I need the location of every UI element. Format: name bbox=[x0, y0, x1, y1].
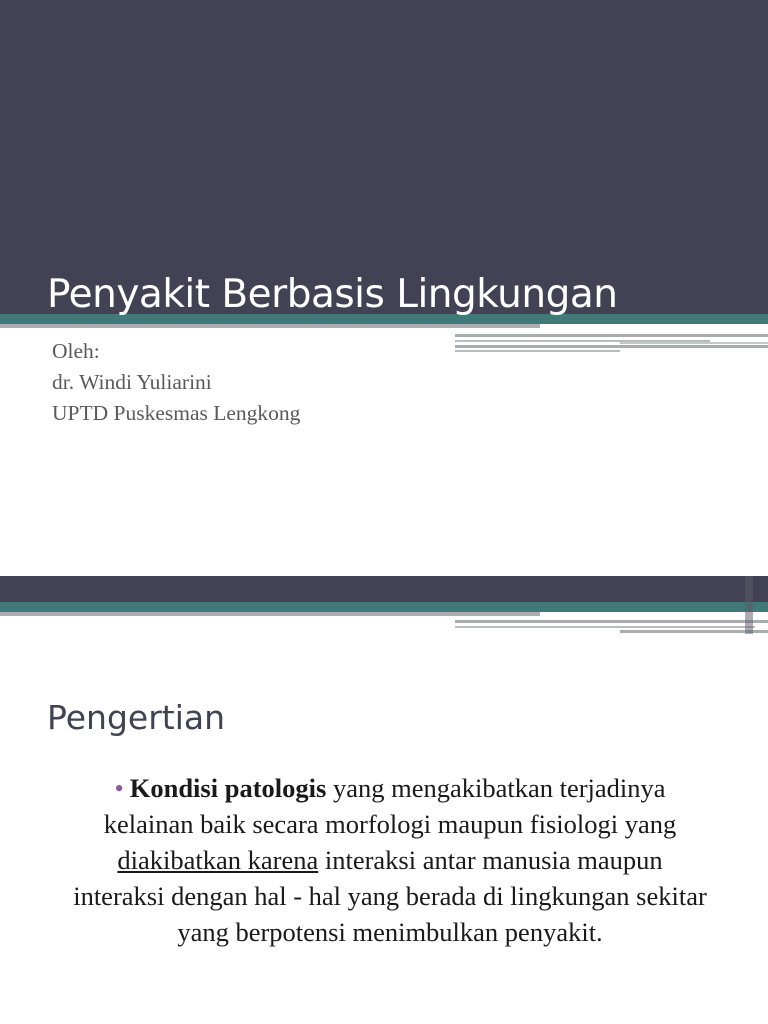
bullet-text: yang mengakibatkan terjadinya kelainan baik secara morfologi maupun fisiologi yang bbox=[103, 773, 677, 839]
grey-stripe bbox=[455, 620, 768, 623]
bullet-icon: • bbox=[114, 773, 124, 803]
bullet-text: interaksi antar manusia maupun interaksi dengan hal - hal yang berada di lingkungan sekitar yang berpotensi menimbulkan penyakit. bbox=[73, 845, 707, 947]
subtitle-line: dr. Windi Yuliarini bbox=[52, 370, 212, 394]
definition-bullet bbox=[70, 770, 710, 950]
bold-lead: Kondisi patologis bbox=[129, 773, 327, 803]
grey-stripe bbox=[0, 612, 540, 616]
grey-stripe bbox=[455, 350, 620, 352]
title-band bbox=[0, 0, 768, 314]
subtitle-line: Oleh: bbox=[52, 339, 100, 363]
slide-title: Penyakit Berbasis Lingkungan bbox=[47, 272, 618, 317]
presenter-info bbox=[52, 336, 300, 429]
underlined-text: diakibatkan karena bbox=[117, 845, 319, 875]
section-heading: Pengertian bbox=[47, 698, 226, 737]
teal-stripe bbox=[0, 602, 768, 612]
grey-stripe bbox=[745, 576, 753, 634]
subtitle-line: UPTD Puskesmas Lengkong bbox=[52, 401, 301, 425]
grey-stripe bbox=[0, 324, 540, 328]
slide-gap bbox=[0, 560, 768, 576]
grey-stripe bbox=[620, 342, 768, 344]
header-band bbox=[0, 576, 768, 602]
grey-stripe bbox=[455, 626, 755, 628]
grey-stripe bbox=[455, 334, 768, 337]
grey-stripe bbox=[455, 345, 768, 348]
